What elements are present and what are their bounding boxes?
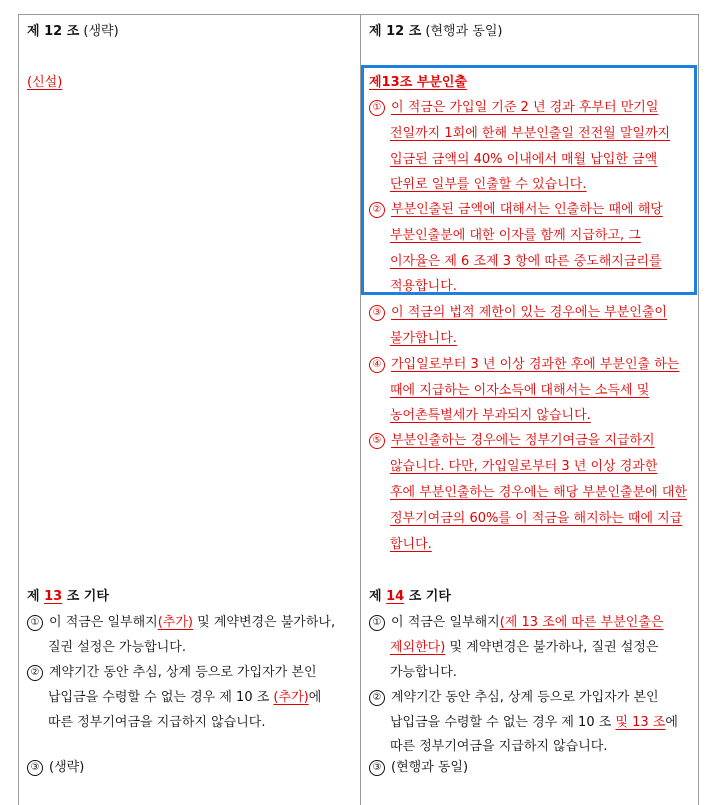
left-item-2-line-1: ② 계약기간 동안 추심, 상계 등으로 가입자가 본인: [27, 664, 317, 682]
left-item-1-line-1: ① 이 적금은 일부해지(추가) 및 계약변경은 불가하나,: [27, 614, 335, 632]
highlight-box: [361, 65, 697, 295]
circle-1-icon: ①: [369, 615, 385, 631]
table-border-left: [18, 15, 19, 805]
left-article12-heading: 제 12 조 (생략): [27, 24, 119, 39]
left-item-3: ③ (생략): [27, 759, 84, 777]
article13-title: 제13조 부분인출: [369, 75, 467, 90]
circle-1-icon: ①: [369, 100, 385, 116]
right-item-2-line-2: 납입금을 수령할 수 없는 경우 제 10 조 및 13 조에: [390, 715, 678, 730]
right-item-1-line-3: 가능합니다.: [390, 665, 457, 680]
circle-2-icon: ②: [27, 665, 43, 681]
left-item-2-line-3: 따른 정부기여금을 지급하지 않습니다.: [48, 715, 266, 730]
left-item-2-line-2: 납입금을 수령할 수 없는 경우 제 10 조 (추가)에: [48, 690, 322, 705]
circle-2-icon: ②: [369, 690, 385, 706]
right-item-2-line-3: 따른 정부기여금을 지급하지 않습니다.: [390, 739, 608, 754]
circle-2-icon: ②: [369, 202, 385, 218]
circle-4-icon: ④: [369, 357, 385, 373]
circle-3-icon: ③: [369, 760, 385, 776]
table-border-right: [698, 15, 699, 805]
left-item-1-line-2: 질권 설정은 가능합니다.: [48, 640, 186, 655]
right-item-1-line-2: 제외한다) 및 계약변경은 불가하나, 질권 설정은: [390, 640, 659, 655]
right-item-2-line-1: ② 계약기간 동안 추심, 상계 등으로 가입자가 본인: [369, 689, 659, 707]
circle-3-icon: ③: [369, 305, 385, 321]
circle-1-icon: ①: [27, 615, 43, 631]
left-article13-heading: 제 13 조 기타: [27, 589, 109, 604]
right-item-3: ③ (현행과 동일): [369, 759, 468, 777]
right-item-1-line-1: ① 이 적금은 일부해지(제 13 조에 따른 부분인출은: [369, 614, 663, 632]
right-article14-heading: 제 14 조 기타: [369, 589, 451, 604]
circle-3-icon: ③: [27, 760, 43, 776]
right-article12-heading: 제 12 조 (현행과 동일): [369, 24, 503, 39]
new-provision-label: (신설): [27, 75, 63, 90]
circle-5-icon: ⑤: [369, 433, 385, 449]
